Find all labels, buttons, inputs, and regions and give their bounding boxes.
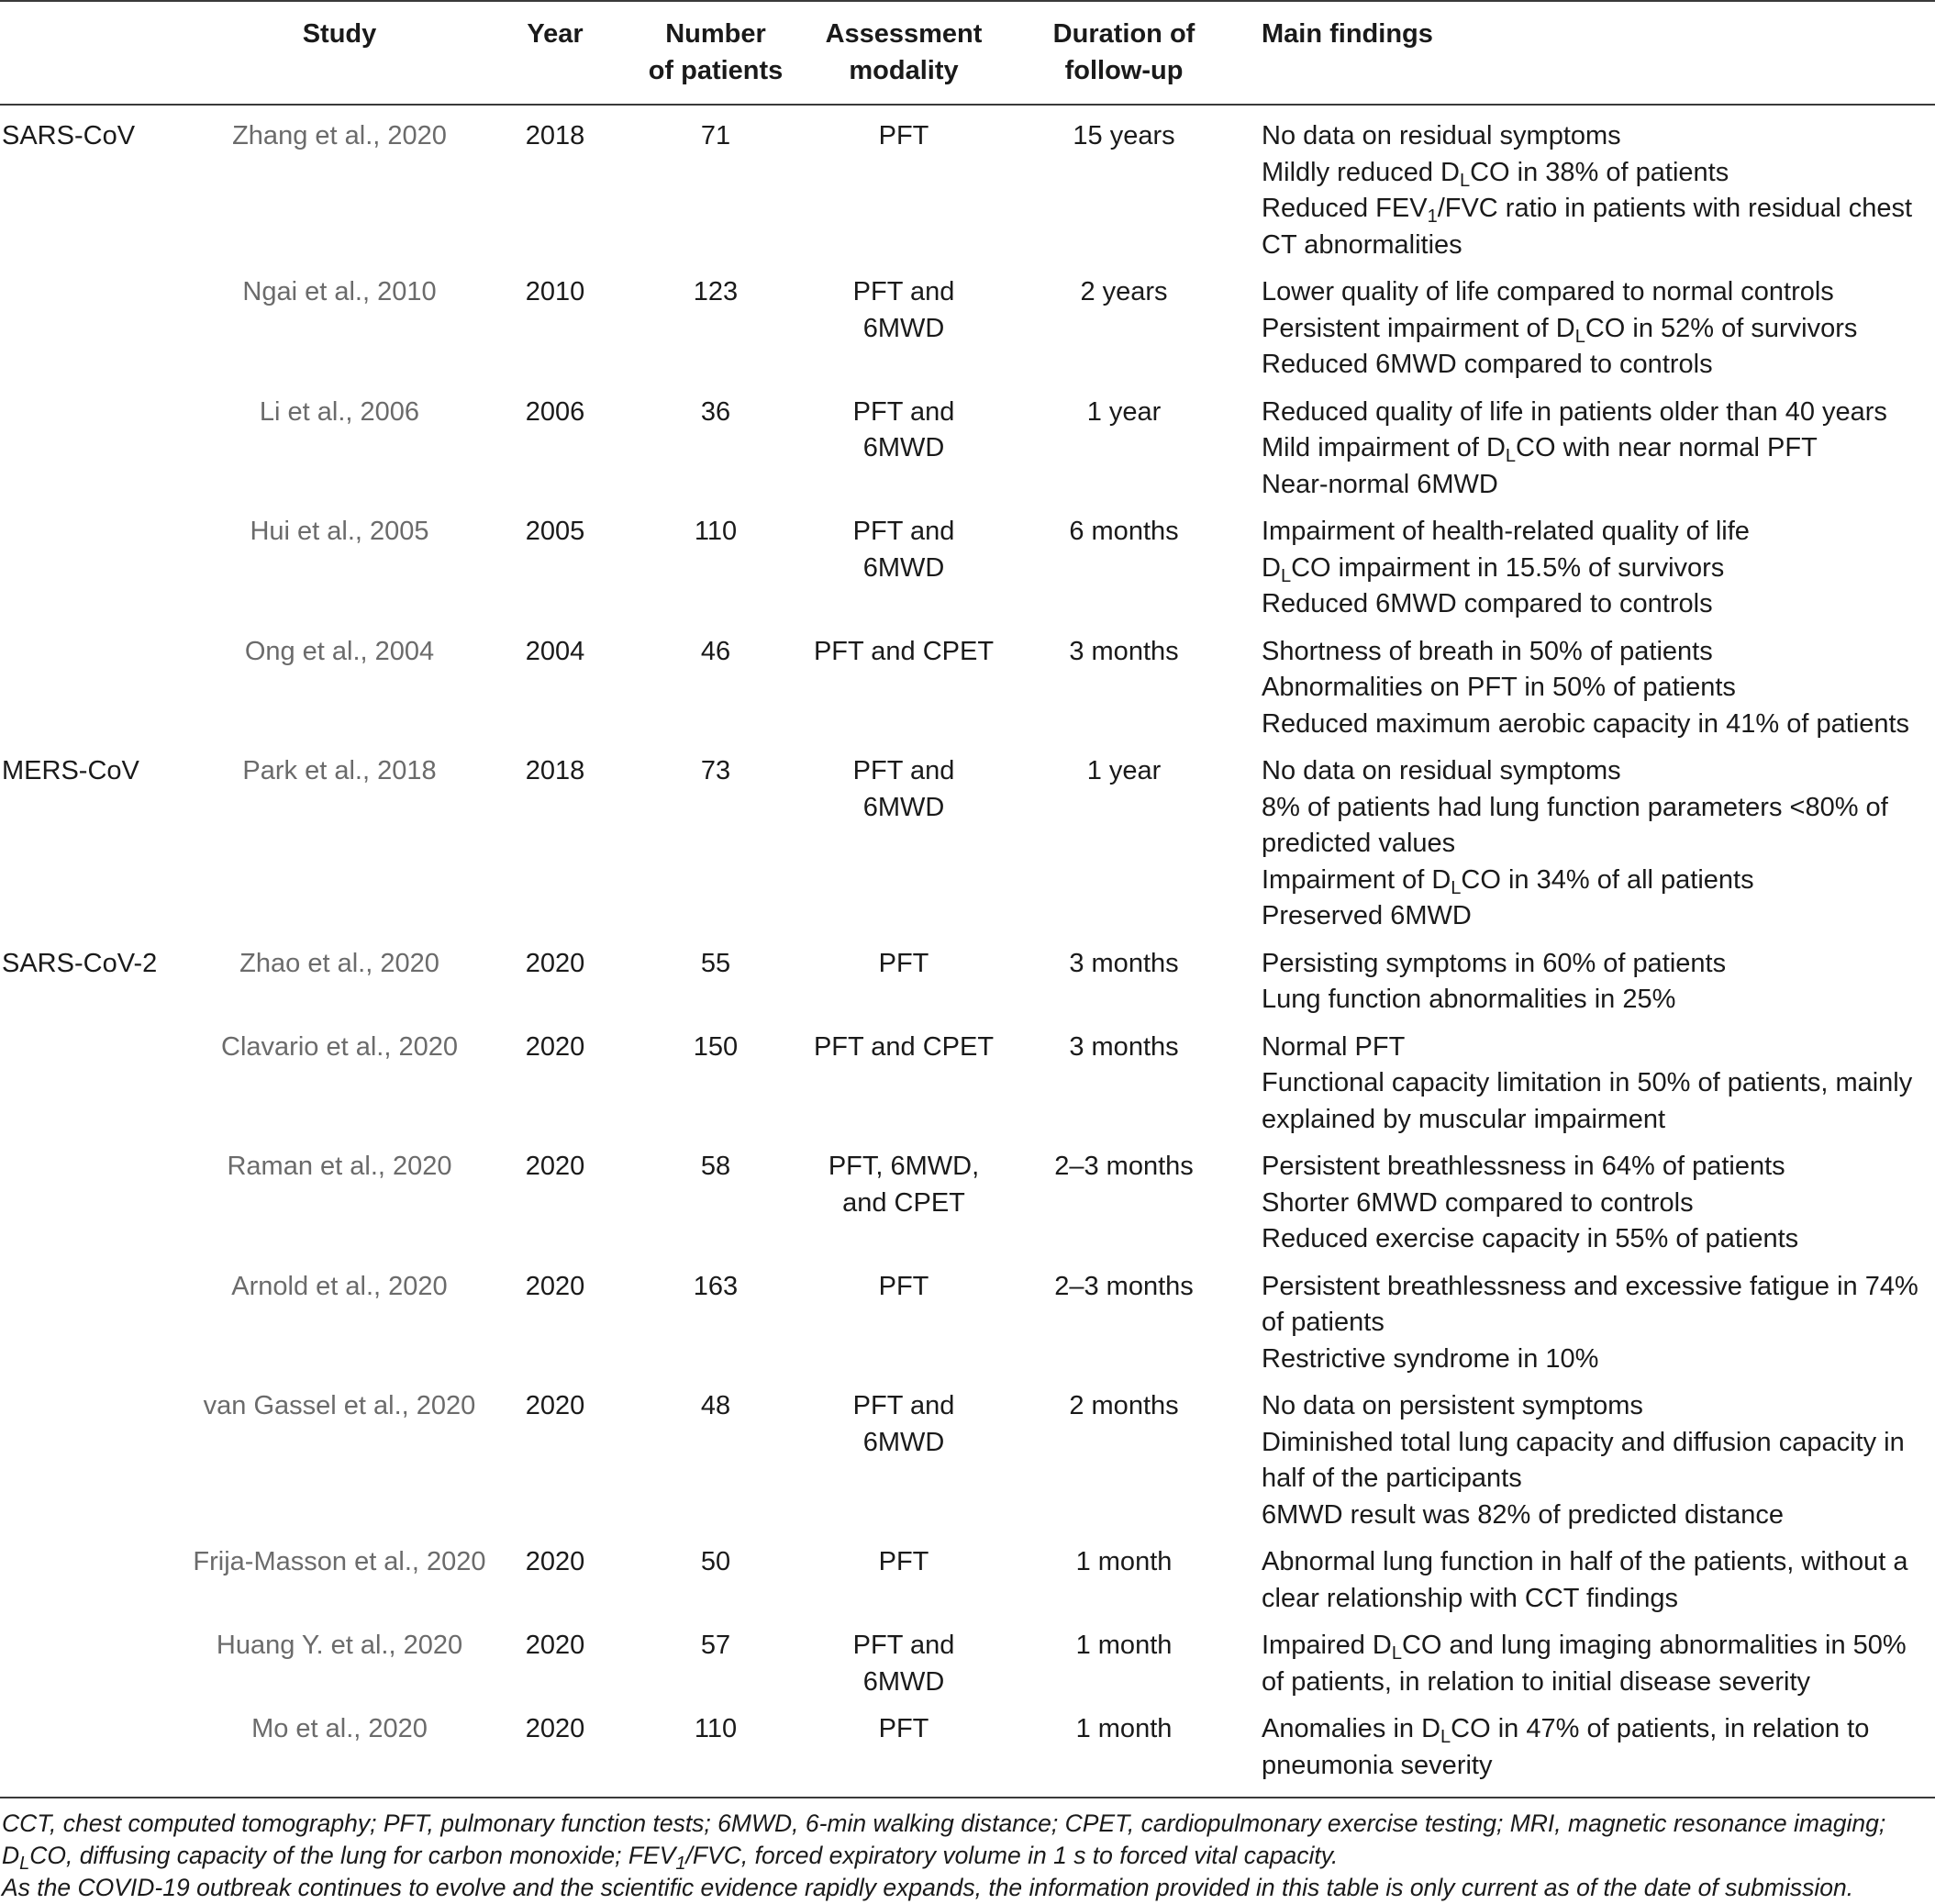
study-cell: Huang Y. et al., 2020 <box>216 1631 463 1660</box>
findings-cell <box>1252 1624 1935 1708</box>
finding-item: Reduced 6MWD compared to controls <box>1262 350 1713 379</box>
footnote-note: As the COVID-19 outbreak continues to evolve and the scientific evidence rapidly expands, the information provided in this table is only current as of the date of submission. <box>2 1874 1854 1901</box>
duration-cell: 1 month <box>1075 1547 1173 1576</box>
modality-cell: PFT and 6MWD <box>852 517 955 583</box>
table-row <box>0 391 1935 511</box>
year-cell: 2018 <box>525 756 585 785</box>
year-cell: 2020 <box>525 1391 585 1420</box>
header-row <box>0 1 1935 105</box>
table-body <box>0 105 1935 1797</box>
table-row <box>0 510 1935 630</box>
finding-item: Lung function abnormalities in 25% <box>1262 985 1676 1014</box>
finding-item: Shortness of breath in 50% of patients <box>1262 636 1713 666</box>
patients-cell: 150 <box>693 1031 739 1062</box>
finding-item: 8% of patients had lung function parameters <80% of predicted values <box>1262 792 1888 858</box>
finding-item: Abnormal lung function in half of the patients, without a clear relationship with CCT findings <box>1262 1547 1908 1613</box>
patients-cell: 110 <box>694 1714 738 1743</box>
group-cell <box>0 510 188 630</box>
header-study <box>188 1 491 105</box>
header-findings-label: Main findings <box>1262 19 1433 49</box>
modality-cell: PFT and CPET <box>813 636 995 666</box>
finding-item: Persistent breathlessness in 64% of patients <box>1262 1152 1785 1181</box>
duration-cell: 1 month <box>1075 1714 1173 1743</box>
header-findings <box>1252 1 1935 105</box>
modality-cell: PFT and 6MWD <box>852 396 955 462</box>
table-row <box>0 942 1935 1026</box>
group-cell <box>0 1385 188 1541</box>
study-cell: Ong et al., 2004 <box>244 636 435 666</box>
year-cell: 2020 <box>525 1631 585 1660</box>
finding-item: Preserved 6MWD <box>1262 901 1472 930</box>
year-cell: 2018 <box>525 121 585 150</box>
finding-item: Lower quality of life compared to normal controls <box>1262 277 1834 306</box>
findings-cell <box>1252 1145 1935 1265</box>
study-cell: van Gassel et al., 2020 <box>203 1391 476 1420</box>
modality-cell: PFT <box>878 121 929 150</box>
group-cell <box>0 1624 188 1708</box>
year-cell: 2020 <box>525 1547 585 1576</box>
study-cell: Arnold et al., 2020 <box>231 1271 448 1301</box>
header-modality-line2: modality <box>849 55 959 85</box>
duration-cell: 1 year <box>1086 756 1162 785</box>
modality-cell: PFT and 6MWD <box>852 1631 955 1697</box>
findings-cell <box>1252 510 1935 630</box>
modality-cell: PFT <box>878 1547 929 1576</box>
header-number <box>619 1 812 105</box>
group-cell: MERS-CoV <box>2 756 139 785</box>
table-row <box>0 1624 1935 1708</box>
study-cell: Frija-Masson et al., 2020 <box>193 1547 486 1576</box>
finding-item: No data on residual symptoms <box>1262 121 1621 150</box>
table-row <box>0 1541 1935 1624</box>
footnote-abbreviations: CCT, chest computed tomography; PFT, pulmonary function tests; 6MWD, 6-min walking distance; CPET, cardiopulmonary exercise testing; MRI, magnetic resonance imaging; $D_LCO$, diffusing capacity of the lung for carbon monoxide; $FEV_1$/FVC, forced expiratory volume in 1 s to forced vital capacity. <box>2 1809 1886 1874</box>
finding-item: Impaired $D_LCO$ and lung imaging abnormalities in 50% of patients, in relation to initial disease severity <box>1262 1631 1907 1697</box>
modality-cell: PFT and 6MWD <box>852 1391 955 1457</box>
group-cell <box>0 1145 188 1265</box>
duration-cell: 6 months <box>1069 517 1179 546</box>
study-cell: Mo et al., 2020 <box>251 1714 428 1743</box>
year-cell: 2006 <box>525 396 585 427</box>
table-row <box>0 1265 1935 1386</box>
findings-cell <box>1252 750 1935 942</box>
finding-item: Impairment of $D_LCO$ in 34% of all patients <box>1262 864 1754 898</box>
study-cell: Clavario et al., 2020 <box>221 1031 458 1062</box>
header-study-label: Study <box>302 19 377 49</box>
finding-item: Persistent impairment of $D_LCO$ in 52% of survivors <box>1262 313 1858 347</box>
finding-item: Reduced quality of life in patients older than 40 years <box>1262 396 1887 427</box>
finding-item: Reduced $FEV_1$/FVC ratio in patients with residual chest CT abnormalities <box>1262 194 1913 260</box>
finding-item: $D_LCO$ impairment in 15.5% of survivors <box>1262 552 1725 586</box>
year-cell: 2020 <box>525 1031 585 1062</box>
patients-cell: 46 <box>700 636 731 666</box>
finding-item: Diminished total lung capacity and diffusion capacity in half of the participants <box>1262 1427 1905 1493</box>
study-cell: Ngai et al., 2010 <box>242 277 437 306</box>
finding-item: Abnormalities on PFT in 50% of patients <box>1262 673 1736 702</box>
header-number-line2: of patients <box>648 55 784 85</box>
table-footnote <box>0 1797 1935 1904</box>
header-modality <box>812 1 995 105</box>
study-cell: Raman et al., 2020 <box>227 1152 452 1181</box>
table-row <box>0 271 1935 391</box>
group-cell <box>0 391 188 511</box>
duration-cell: 3 months <box>1069 948 1179 978</box>
year-cell: 2020 <box>525 948 585 978</box>
table-row <box>0 1708 1935 1797</box>
group-cell <box>0 1026 188 1146</box>
modality-cell: PFT <box>878 1271 929 1301</box>
findings-cell <box>1252 1026 1935 1146</box>
modality-cell: PFT <box>878 948 929 978</box>
patients-cell: 73 <box>700 756 731 785</box>
header-duration-line1: Duration of <box>1052 19 1195 49</box>
modality-cell: PFT <box>878 1714 929 1743</box>
duration-cell: 1 year <box>1086 396 1162 427</box>
duration-cell: 2 months <box>1069 1391 1179 1420</box>
duration-cell: 3 months <box>1069 1031 1179 1062</box>
patients-cell: 163 <box>693 1271 739 1301</box>
header-group <box>0 1 188 105</box>
findings-cell <box>1252 942 1935 1026</box>
duration-cell: 2–3 months <box>1054 1152 1194 1181</box>
table-row <box>0 1385 1935 1541</box>
header-year-label: Year <box>527 19 584 49</box>
duration-cell: 15 years <box>1073 121 1175 150</box>
group-cell: SARS-CoV-2 <box>2 948 158 978</box>
year-cell: 2020 <box>525 1714 585 1743</box>
modality-cell: PFT and CPET <box>813 1031 995 1062</box>
finding-item: Impairment of health-related quality of life <box>1262 517 1750 546</box>
findings-cell <box>1252 1385 1935 1541</box>
finding-item: Mild impairment of $D_LCO$ with near normal PFT <box>1262 433 1818 466</box>
duration-cell: 2 years <box>1080 277 1168 306</box>
patients-cell: 55 <box>700 948 731 978</box>
modality-cell: PFT and 6MWD <box>852 277 955 343</box>
group-cell <box>0 630 188 751</box>
modality-cell: PFT and 6MWD <box>852 756 955 822</box>
finding-item: Functional capacity limitation in 50% of patients, mainly explained by muscular impairment <box>1262 1068 1913 1134</box>
header-number-line1: Number <box>665 19 766 49</box>
finding-item: Reduced exercise capacity in 55% of patients <box>1262 1224 1799 1253</box>
finding-item: Reduced 6MWD compared to controls <box>1262 589 1713 618</box>
finding-item: Shorter 6MWD compared to controls <box>1262 1187 1694 1218</box>
year-cell: 2004 <box>525 636 585 666</box>
table-row <box>0 750 1935 942</box>
study-cell: Park et al., 2018 <box>242 756 437 785</box>
patients-cell: 123 <box>693 277 739 306</box>
findings-cell <box>1252 271 1935 391</box>
group-cell: SARS-CoV <box>2 121 136 150</box>
group-cell <box>0 1541 188 1624</box>
findings-cell <box>1252 1265 1935 1386</box>
header-year <box>491 1 619 105</box>
patients-cell: 57 <box>700 1631 731 1660</box>
finding-item: No data on persistent symptoms <box>1262 1391 1643 1420</box>
finding-item: Restrictive syndrome in 10% <box>1262 1343 1599 1374</box>
duration-cell: 1 month <box>1075 1631 1173 1660</box>
findings-cell <box>1252 105 1935 271</box>
year-cell: 2020 <box>525 1271 585 1301</box>
duration-cell: 2–3 months <box>1054 1271 1194 1301</box>
patients-cell: 36 <box>700 396 731 427</box>
table-row <box>0 1145 1935 1265</box>
finding-item: Mildly reduced $D_LCO$ in 38% of patients <box>1262 157 1729 191</box>
table-row <box>0 1026 1935 1146</box>
group-cell <box>0 1708 188 1797</box>
study-cell: Zhang et al., 2020 <box>232 121 447 150</box>
table-row <box>0 105 1935 271</box>
findings-cell <box>1252 1541 1935 1624</box>
header-duration-line2: follow-up <box>1064 55 1184 85</box>
group-cell <box>0 271 188 391</box>
finding-item: Persistent breathlessness and excessive fatigue in 74% of patients <box>1262 1271 1918 1337</box>
findings-cell <box>1252 630 1935 751</box>
year-cell: 2005 <box>525 517 585 546</box>
duration-cell: 3 months <box>1069 636 1179 666</box>
finding-item: 6MWD result was 82% of predicted distance <box>1262 1499 1784 1530</box>
finding-item: Reduced maximum aerobic capacity in 41% of patients <box>1262 708 1910 739</box>
patients-cell: 71 <box>700 121 731 150</box>
group-cell <box>0 1265 188 1386</box>
study-cell: Zhao et al., 2020 <box>239 948 439 978</box>
patients-cell: 110 <box>694 517 738 546</box>
patients-cell: 58 <box>700 1152 731 1181</box>
findings-cell <box>1252 1708 1935 1797</box>
patients-cell: 48 <box>700 1391 731 1420</box>
patients-cell: 50 <box>700 1547 731 1576</box>
finding-item: Anomalies in $D_LCO$ in 47% of patients, in relation to pneumonia severity <box>1262 1714 1870 1780</box>
year-cell: 2020 <box>525 1152 585 1181</box>
finding-item: Near-normal 6MWD <box>1262 469 1498 499</box>
finding-item: Persisting symptoms in 60% of patients <box>1262 948 1727 978</box>
modality-cell: PFT, 6MWD, and CPET <box>828 1152 980 1218</box>
table-row <box>0 630 1935 751</box>
header-duration <box>995 1 1252 105</box>
findings-cell <box>1252 391 1935 511</box>
year-cell: 2010 <box>525 277 585 306</box>
finding-item: No data on residual symptoms <box>1262 756 1621 785</box>
study-cell: Li et al., 2006 <box>259 396 420 427</box>
finding-item: Normal PFT <box>1262 1031 1406 1062</box>
header-modality-line1: Assessment <box>825 19 983 49</box>
study-cell: Hui et al., 2005 <box>250 517 429 546</box>
